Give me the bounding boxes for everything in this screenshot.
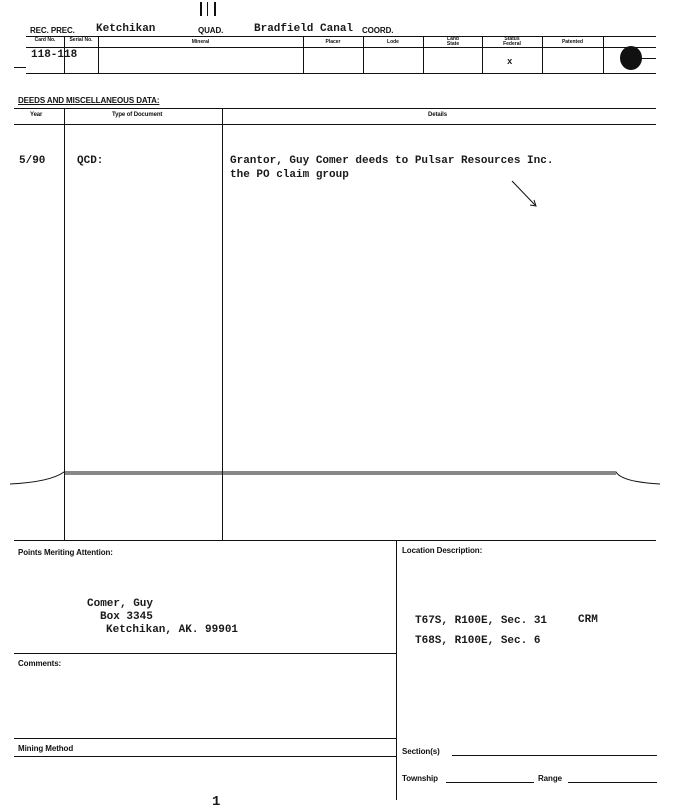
federal-mark: x (507, 57, 513, 67)
location-label: Location Description: (402, 546, 483, 555)
township-blank (446, 782, 534, 783)
rec-prec-value: Ketchikan (96, 23, 156, 35)
page-fold-line (10, 462, 660, 492)
coord-label: COORD. (362, 26, 394, 35)
deed-details-line2: the PO claim group (230, 169, 349, 181)
col-type: Type of Document (112, 112, 163, 118)
mining-rule (14, 738, 396, 739)
hole-punch-icon (620, 46, 642, 70)
col-land-status: Land State (446, 36, 460, 47)
deed-year: 5/90 (19, 155, 46, 167)
arrow-mark-icon (508, 178, 540, 210)
points-label: Points Meriting Attention: (18, 548, 113, 557)
deeds-rule-top (14, 108, 656, 109)
deeds-title: DEEDS AND MISCELLANEOUS DATA: (18, 96, 160, 105)
bottom-divider (396, 540, 397, 800)
range-label: Range (538, 774, 562, 783)
header-col-rule (26, 47, 656, 48)
col-serial-no: Serial No. (69, 37, 93, 43)
rec-prec-label: REC. PREC. (30, 26, 75, 35)
col-card-no: Card No. (34, 37, 56, 43)
mining-label: Mining Method (18, 744, 74, 753)
col-mineral: Mineral (191, 39, 210, 45)
section-blank (452, 755, 657, 756)
col-placer: Placer (325, 39, 341, 45)
comments-label: Comments: (18, 659, 62, 668)
header-div-6 (482, 36, 483, 73)
col-status-federal: Status Federal (503, 36, 521, 47)
header-bottom-tick (14, 67, 26, 68)
header-right-tick (640, 58, 656, 59)
location-line1: T67S, R100E, Sec. 31 (415, 615, 548, 627)
col-patented: Patented (561, 39, 584, 45)
footer-mark: 1 (212, 794, 221, 810)
location-line2: T68S, R100E, Sec. 6 (415, 635, 541, 647)
comments-rule (14, 653, 396, 654)
section-label: Section(s) (402, 747, 440, 756)
deed-details-line1: Grantor, Guy Comer deeds to Pulsar Resources Inc. (230, 155, 554, 167)
col-year: Year (30, 112, 43, 118)
header-div-8 (603, 36, 604, 73)
quad-value: Bradfield Canal (254, 23, 354, 35)
points-line1: Comer, Guy (87, 598, 154, 610)
header-rule-top (26, 36, 656, 37)
deeds-rule-head (14, 124, 656, 125)
header-rule-bottom (26, 73, 656, 74)
card-no-value: 118-118 (31, 49, 78, 61)
location-line1-note: CRM (578, 614, 598, 626)
col-details: Details (428, 112, 447, 118)
header-div-5 (423, 36, 424, 73)
quad-label: QUAD. (198, 26, 224, 35)
col-lode: Lode (387, 39, 399, 45)
mining-underline (14, 756, 396, 757)
township-label: Township (402, 774, 438, 783)
points-line2: Box 3345 (100, 611, 153, 623)
points-line3: Ketchikan, AK. 99901 (106, 624, 239, 636)
deed-type: QCD: (77, 155, 104, 167)
deeds-rule-bottom (14, 540, 656, 541)
range-blank (568, 782, 657, 783)
header-top-mark (200, 2, 216, 16)
